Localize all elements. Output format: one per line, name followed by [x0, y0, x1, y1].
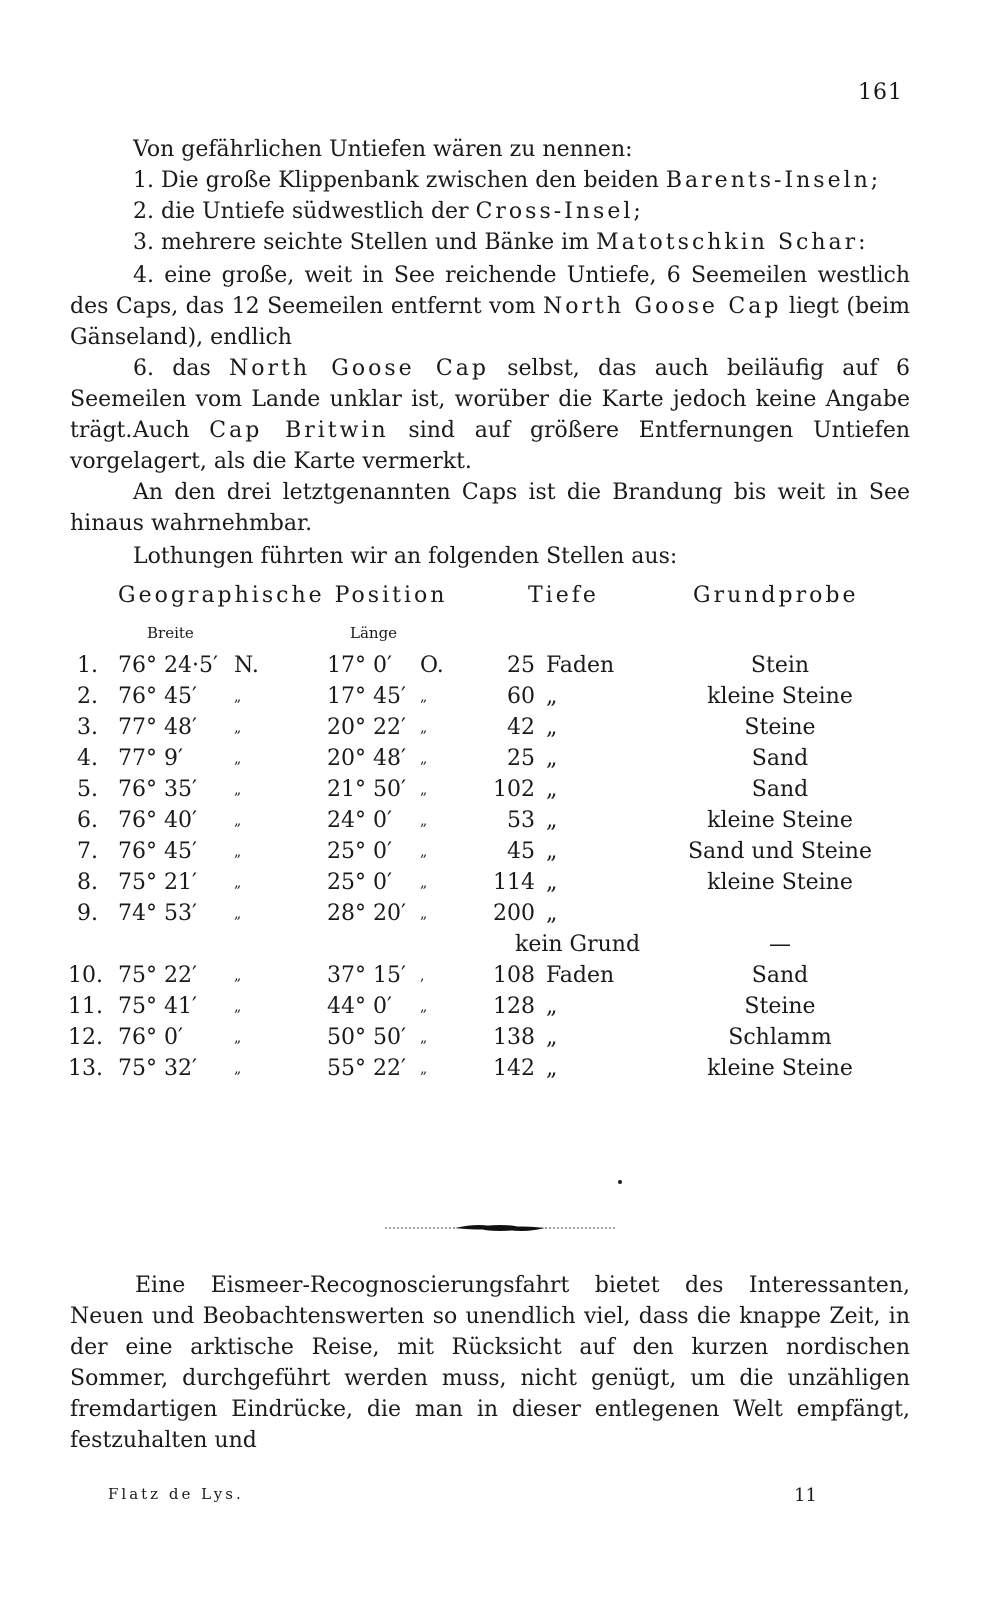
cell-tiefe: 200	[493, 901, 535, 926]
barents-inseln: Barents-Inseln;	[665, 168, 882, 193]
cell-grund: kleine Steine	[707, 808, 853, 833]
cell-ls: „	[420, 751, 428, 767]
cell-bs: „	[234, 751, 242, 767]
para4-text-a: 4. eine große, weit in See reichende Untiefe, 6 Seemeilen westlich des Caps, das 12 Seemeilen entfernt vom	[70, 263, 910, 319]
paragraph-brandung: An den drei letztgenannten Caps ist die Brandung bis weit in See hinaus wahrnehmbar.	[70, 480, 910, 536]
cell-bs: „	[234, 689, 242, 705]
cell-ts: „	[546, 994, 558, 1019]
cell-bs: „	[234, 1030, 242, 1046]
cell-laenge: 17° 45′	[327, 684, 406, 709]
matotschkin-schar: Matotschkin Schar:	[596, 230, 869, 255]
cell-ts: „	[546, 1056, 558, 1081]
header-breite: Breite	[147, 624, 194, 642]
cell-breite: 75° 22′	[118, 963, 197, 988]
cell-grund: Sand und Steine	[687, 839, 872, 864]
para6-text-a: 6. das	[133, 356, 230, 381]
cell-grund: Sand	[751, 963, 809, 988]
cell-grund: —	[769, 932, 791, 957]
cell-laenge: 17° 0′	[327, 653, 392, 678]
cell-ls: „	[420, 875, 428, 891]
cell-bs: „	[234, 999, 242, 1015]
cell-ls: „	[420, 1030, 428, 1046]
cell-laenge: 50° 50′	[327, 1025, 406, 1050]
paracap-text-a: Auch	[133, 418, 210, 443]
cell-grund: kleine Steine	[707, 684, 853, 709]
cross-insel: Cross-Insel;	[475, 199, 644, 224]
cell-breite: 76° 45′	[118, 839, 197, 864]
footer-signature: 11	[794, 1485, 817, 1506]
intro-line-3-text: 2. die Untiefe südwestlich der	[133, 199, 476, 224]
cell-ts: „	[546, 1025, 558, 1050]
cell-ts: „	[546, 746, 558, 771]
cell-tiefe: 102	[493, 777, 535, 802]
cell-bs: „	[234, 875, 242, 891]
cell-ts: „	[546, 684, 558, 709]
cell-breite: 76° 40′	[118, 808, 197, 833]
cell-ls: „	[420, 782, 428, 798]
cell-laenge: 25° 0′	[327, 839, 392, 864]
cell-tiefe: 114	[493, 870, 535, 895]
cell-laenge: 21° 50′	[327, 777, 406, 802]
cell-bs: „	[234, 844, 242, 860]
cell-breite: 76° 45′	[118, 684, 197, 709]
cell-n: 3.	[77, 715, 98, 740]
cell-ls: „	[420, 999, 428, 1015]
cell-tiefe: 53	[507, 808, 535, 833]
cell-n: 4.	[77, 746, 98, 771]
stray-dot	[618, 1180, 622, 1184]
cell-ts: „	[546, 715, 558, 740]
para6-text-c: selbst, das auch beiläufig auf 6 Seemeilen vom Lande unklar ist, worüber die Karte jedoch keine Angabe trägt.	[70, 356, 910, 443]
cell-n: 10.	[68, 963, 103, 988]
cell-n: 9.	[77, 901, 98, 926]
cell-laenge: 55° 22′	[327, 1056, 406, 1081]
closing-paragraph: Eine Eismeer-Recognoscierungsfahrt bietet des Interessanten, Neuen und Beobachtenswerten so unendlich viel, dass die knappe Zeit, in der eine arktische Reise, mit Rücksicht auf den kurzen nordischen Sommer, durchgeführt werden muss, nicht genügt, um die unzähligen fremdartigen Eindrücke, die man in dieser entlegenen Welt empfängt, festzuhalten und	[70, 1273, 910, 1453]
cell-breite: 75° 41′	[118, 994, 197, 1019]
cell-ls: „	[420, 844, 428, 860]
cell-n: 5.	[77, 777, 98, 802]
cell-tiefe: 25	[507, 653, 535, 678]
cell-bs: N.	[234, 653, 259, 678]
paracap-text-c: sind auf größere Entfernungen Untiefen vorgelagert, als die Karte vermerkt.	[70, 418, 911, 474]
header-tiefe: Tiefe	[528, 583, 599, 608]
cell-bs: „	[234, 906, 242, 922]
cell-tiefe: 142	[493, 1056, 535, 1081]
intro-line-1: Von gefährlichen Untiefen wären zu nennen:	[133, 137, 633, 162]
cell-tiefe: 108	[493, 963, 535, 988]
cell-laenge: 25° 0′	[327, 870, 392, 895]
cell-ls: „	[420, 813, 428, 829]
north-goose-cap-2: North Goose Cap	[229, 356, 489, 381]
cell-grund: kleine Steine	[707, 1056, 853, 1081]
cell-ts: Faden	[546, 963, 615, 988]
cell-ts: „	[546, 839, 558, 864]
cell-ts: „	[546, 870, 558, 895]
cell-n: 12.	[68, 1025, 103, 1050]
cell-tiefe: 138	[493, 1025, 535, 1050]
paragraph-item-4	[70, 260, 910, 353]
cell-bs: „	[234, 782, 242, 798]
cell-tiefe: kein Grund	[515, 932, 641, 957]
cell-n: 1.	[77, 653, 98, 678]
cell-breite: 74° 53′	[118, 901, 197, 926]
header-laenge: Länge	[350, 624, 398, 642]
cell-ls: O.	[420, 653, 444, 678]
cell-ls: „	[420, 689, 428, 705]
section-divider	[385, 1222, 615, 1234]
intro-line-2-text: 1. Die große Klippenbank zwischen den beiden	[133, 168, 666, 193]
intro-line-2	[133, 167, 881, 195]
cell-n: 11.	[68, 994, 103, 1019]
cell-tiefe: 128	[493, 994, 535, 1019]
cell-laenge: 24° 0′	[327, 808, 392, 833]
cell-breite: 76° 0′	[118, 1025, 183, 1050]
para4-text-c: liegt (beim Gänseland), endlich	[70, 294, 910, 350]
cell-bs: „	[234, 968, 242, 984]
cell-n: 8.	[77, 870, 98, 895]
paragraph-cap-britwin	[70, 415, 910, 477]
cell-grund: Sand	[751, 777, 809, 802]
cell-n: 7.	[77, 839, 98, 864]
cell-ls: ,	[420, 968, 425, 984]
cell-grund: Schlamm	[728, 1025, 832, 1050]
header-position: Geographische Position	[118, 583, 448, 608]
cell-breite: 75° 32′	[118, 1056, 197, 1081]
cell-tiefe: 60	[507, 684, 535, 709]
cell-ts: Faden	[546, 653, 615, 678]
cell-breite: 76° 24·5′	[118, 653, 218, 678]
cell-breite: 76° 35′	[118, 777, 197, 802]
cell-ts: „	[546, 777, 558, 802]
cell-n: 13.	[68, 1056, 103, 1081]
cell-ts: „	[546, 901, 558, 926]
intro-line-4-text: 3. mehrere seichte Stellen und Bänke im	[133, 230, 597, 255]
intro-line-4	[133, 229, 869, 257]
cell-grund: Sand	[751, 746, 809, 771]
cell-laenge: 44° 0′	[327, 994, 392, 1019]
cell-ls: „	[420, 906, 428, 922]
cell-bs: „	[234, 1061, 242, 1077]
cell-breite: 77° 9′	[118, 746, 183, 771]
cell-n: 2.	[77, 684, 98, 709]
cell-ts: „	[546, 808, 558, 833]
footer-author: Flatz de Lys.	[108, 1485, 244, 1503]
cell-grund: Steine	[744, 715, 816, 740]
cell-ls: „	[420, 1061, 428, 1077]
cap-britwin: Cap Britwin	[209, 418, 389, 443]
cell-n: 6.	[77, 808, 98, 833]
cell-ls: „	[420, 720, 428, 736]
cell-laenge: 28° 20′	[327, 901, 406, 926]
cell-tiefe: 25	[507, 746, 535, 771]
cell-grund: kleine Steine	[707, 870, 853, 895]
intro-line-3	[133, 198, 644, 226]
paragraph-lothungen: Lothungen führten wir an folgenden Stellen aus:	[133, 544, 678, 569]
cell-grund: Steine	[744, 994, 816, 1019]
cell-bs: „	[234, 813, 242, 829]
cell-tiefe: 42	[507, 715, 535, 740]
header-grundprobe: Grundprobe	[693, 583, 859, 608]
cell-breite: 75° 21′	[118, 870, 197, 895]
cell-laenge: 20° 22′	[327, 715, 406, 740]
cell-breite: 77° 48′	[118, 715, 197, 740]
cell-grund: Stein	[750, 653, 810, 678]
north-goose-cap-1: North Goose Cap	[543, 294, 782, 319]
page-number: 161	[858, 80, 903, 105]
cell-bs: „	[234, 720, 242, 736]
cell-laenge: 20° 48′	[327, 746, 406, 771]
cell-tiefe: 45	[507, 839, 535, 864]
cell-laenge: 37° 15′	[327, 963, 406, 988]
